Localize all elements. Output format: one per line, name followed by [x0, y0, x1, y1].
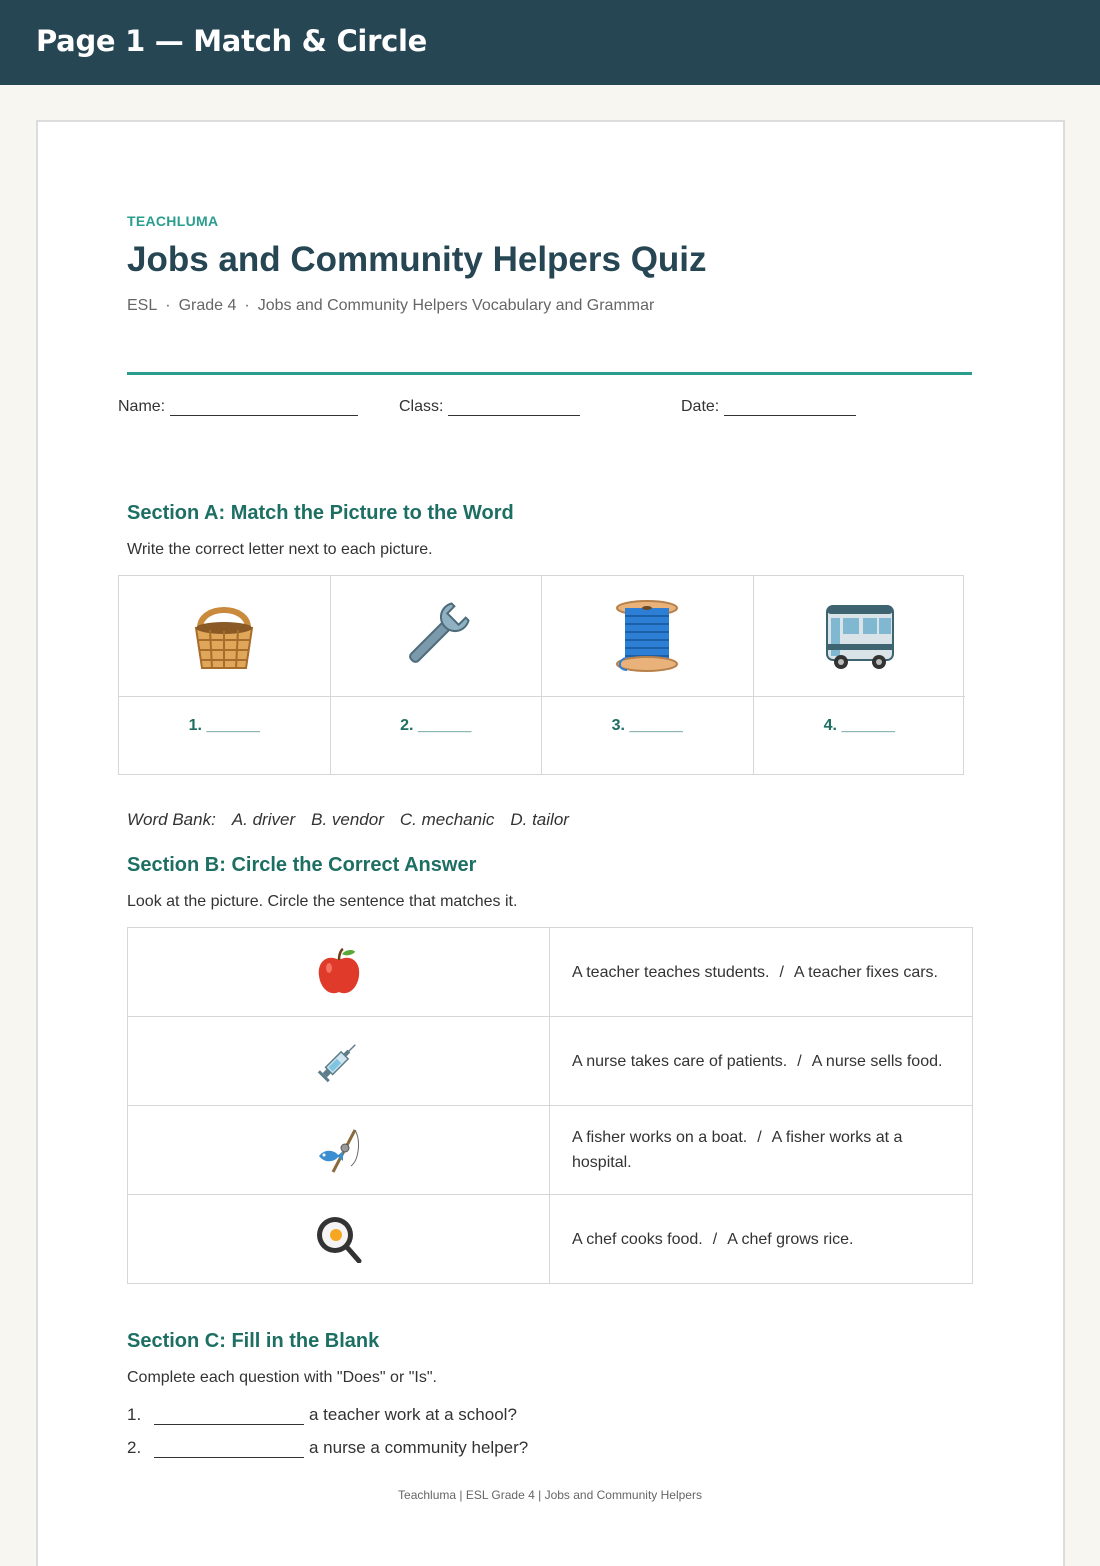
option-b[interactable]: A chef grows rice. [727, 1230, 854, 1248]
match-cell [542, 576, 754, 774]
answer-blank-4[interactable]: 4. ______ [823, 717, 895, 734]
wrench-icon [331, 576, 542, 697]
name-blank[interactable] [170, 400, 358, 416]
name-label: Name: [118, 398, 166, 415]
option-b[interactable]: A nurse sells food. [811, 1052, 943, 1070]
subtitle-subject: ESL [127, 297, 158, 314]
section-b-instruction: Look at the picture. Circle the sentence that matches it. [127, 893, 518, 910]
answer-blank-2[interactable]: 2. ______ [400, 717, 472, 734]
table-row [128, 928, 972, 1017]
bus-icon [754, 576, 966, 697]
section-c-heading: Section C: Fill in the Blank [127, 1330, 380, 1352]
answer-options: A teacher teaches students. / A teacher fixes cars. [572, 963, 938, 981]
page-footer: Teachluma | ESL Grade 4 | Jobs and Community Helpers [398, 1488, 702, 1502]
basket-icon [119, 576, 330, 697]
section-c-instruction: Complete each question with "Does" or "Is". [127, 1369, 437, 1386]
item-number: 1. [127, 1405, 142, 1424]
circle-answer-table [127, 927, 973, 1284]
option-a[interactable]: A chef cooks food. [572, 1230, 703, 1248]
word-bank-item: A. driver [231, 810, 296, 829]
option-b[interactable]: A fisher works at a hospital. [572, 1129, 903, 1171]
fill-blank-item [127, 1405, 517, 1425]
subtitle-grade: Grade 4 [178, 297, 237, 314]
fishing-rod-icon [128, 1106, 550, 1194]
item-text: a nurse a community helper? [309, 1438, 529, 1457]
frying-pan-egg-icon [128, 1195, 550, 1283]
brand-label: TEACHLUMA [127, 213, 219, 229]
word-bank-item: D. tailor [510, 810, 569, 829]
quiz-title: Jobs and Community Helpers Quiz [127, 240, 707, 279]
apple-icon [128, 928, 550, 1016]
page-title: Page 1 — Match & Circle [36, 24, 427, 58]
date-label: Date: [681, 398, 720, 415]
option-a[interactable]: A nurse takes care of patients. [572, 1052, 788, 1070]
word-bank-item: C. mechanic [399, 810, 495, 829]
section-a-heading: Section A: Match the Picture to the Word [127, 502, 514, 524]
answer-options: A fisher works on a boat. / A fisher works at a hospital. [572, 1129, 903, 1171]
name-field [118, 398, 358, 416]
match-cell [754, 576, 966, 774]
answer-options: A chef cooks food. / A chef grows rice. [572, 1230, 854, 1248]
table-row [128, 1017, 972, 1106]
table-row [128, 1106, 972, 1195]
item-text: a teacher work at a school? [309, 1405, 517, 1424]
thread-spool-icon [542, 576, 753, 697]
subtitle-topic: Jobs and Community Helpers Vocabulary and Grammar [257, 297, 655, 314]
class-blank[interactable] [448, 400, 580, 416]
fill-blank-item [127, 1438, 528, 1458]
class-field [399, 398, 580, 416]
option-a[interactable]: A fisher works on a boat. [572, 1129, 748, 1146]
option-b[interactable]: A teacher fixes cars. [793, 963, 938, 981]
item-number: 2. [127, 1438, 142, 1457]
class-label: Class: [399, 398, 444, 415]
header-divider [127, 372, 972, 375]
date-field [681, 398, 856, 416]
answer-options: A nurse takes care of patients. / A nurse sells food. [572, 1052, 943, 1070]
match-cell [331, 576, 543, 774]
subtitle: ESL · Grade 4 · Jobs and Community Helpers Vocabulary and Grammar [127, 297, 655, 314]
top-bar [0, 0, 1100, 85]
section-b-heading: Section B: Circle the Correct Answer [127, 854, 477, 876]
word-bank-label: Word Bank: [127, 810, 216, 829]
table-row [128, 1195, 972, 1283]
word-bank-item: B. vendor [311, 810, 384, 829]
answer-blank-1[interactable]: 1. ______ [188, 717, 260, 734]
section-a-instruction: Write the correct letter next to each picture. [127, 541, 433, 558]
date-blank[interactable] [724, 400, 856, 416]
picture-match-grid [118, 575, 964, 775]
word-bank [127, 810, 585, 830]
option-a[interactable]: A teacher teaches students. [572, 963, 770, 981]
syringe-icon [128, 1017, 550, 1105]
answer-blank-3[interactable]: 3. ______ [611, 717, 683, 734]
answer-blank[interactable] [154, 1409, 304, 1425]
answer-blank[interactable] [154, 1442, 304, 1458]
match-cell [119, 576, 331, 774]
